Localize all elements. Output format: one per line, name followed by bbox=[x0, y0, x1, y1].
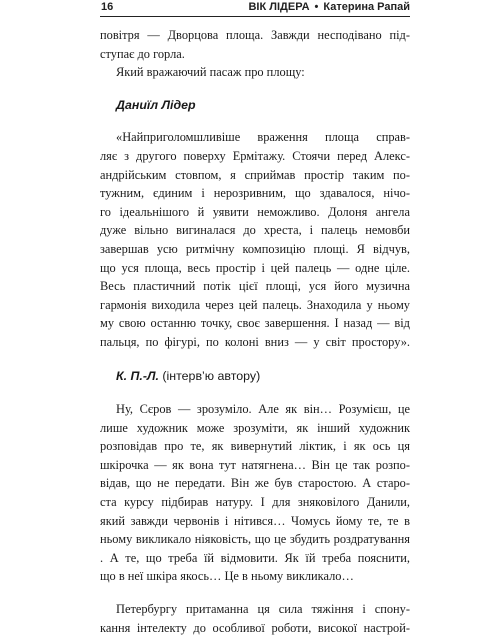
text-line: Петербургу притаманна ця сила тяжіння і спону- bbox=[116, 602, 410, 617]
text-line: ступає до горла. bbox=[100, 46, 185, 61]
text-line: Який вражаючий пасаж про площу: bbox=[116, 65, 305, 80]
quote-line: го ідеальнішого й уявити неможливо. Долоня ангела bbox=[100, 204, 410, 219]
speaker-name: К. П.-Л. bbox=[116, 368, 159, 383]
speaker-heading bbox=[116, 367, 410, 386]
quote-line: завершав усю ритмічну композицію площі. Я відчув, bbox=[100, 241, 410, 256]
quote-line: дуже вільно вигиналася до хреста, і палець немовби bbox=[100, 223, 410, 238]
quote-line: що уся площа, весь простір і цей палець — одне ціле. bbox=[100, 260, 410, 275]
header-title-author bbox=[248, 0, 410, 15]
quote-line: андрійським стовпом, я сприймав простір таким по- bbox=[100, 167, 410, 182]
quote-line: му свою останню точку, своє завершення. І назад — від bbox=[100, 316, 410, 331]
interview-line: відав, що не передати. Він же був старостою. А старо- bbox=[100, 476, 410, 491]
quote-line: «Найприголомшливіше враження площа справ- bbox=[116, 130, 410, 145]
quote-line: ляє з другого поверху Ермітажу. Стоячи перед Алекс- bbox=[100, 148, 410, 163]
header-separator: • bbox=[314, 1, 319, 13]
book-title: ВІК ЛІДЕРА bbox=[248, 1, 310, 13]
running-header bbox=[100, 0, 410, 17]
quote-line: Весь пластичний потік цієї площі, уся його музична bbox=[100, 279, 410, 294]
author-name: Катерина Рапай bbox=[323, 1, 410, 13]
page-number: 16 bbox=[101, 1, 114, 13]
interview-line: ста курсу підбирав натуру. І для зняковілого Данили, bbox=[100, 495, 410, 510]
quote-line: пальця, по фігурі, по колоні вниз — у світ простору». bbox=[100, 334, 410, 349]
text-line: повітря — Дворцова площа. Завжди несподівано під- bbox=[100, 28, 410, 42]
interview-line: лише художник може зрозуміти, як інший художник bbox=[100, 420, 410, 435]
interview-line: який завжди червонів і нітився… Чомусь йому те, те в bbox=[100, 513, 410, 528]
interview-line: ньому викликало ніяковість, що це збудить роздратування bbox=[100, 532, 410, 547]
speaker-heading: Даниїл Лідер bbox=[116, 97, 196, 112]
speaker-note: (інтерв’ю автору) bbox=[162, 368, 261, 383]
interview-line: . А те, що треба їй відмовити. Як їй треба пояснити, bbox=[100, 550, 410, 565]
interview-line: що в неї шкіра якось… Це в ньому викликало… bbox=[100, 569, 354, 584]
interview-line: розповідав про те, як вивернутий ліктик, і як ось ця bbox=[100, 439, 410, 454]
quote-line: тужним, єдиним і нерозривним, що здавалося, нічо- bbox=[100, 186, 410, 201]
text-line: кання інтелекту до особливої роботи, високої настрой- bbox=[100, 620, 410, 635]
interview-line: Ну, Сєров — зрозуміло. Але як він… Розумієш, це bbox=[116, 402, 410, 417]
quote-line: гармонія виходила через цей палець. Знаходила у ньому bbox=[100, 297, 410, 312]
interview-line: шкірочка — як вона тут натягнена… Він це так розпо- bbox=[100, 457, 410, 472]
page-body bbox=[100, 26, 410, 637]
